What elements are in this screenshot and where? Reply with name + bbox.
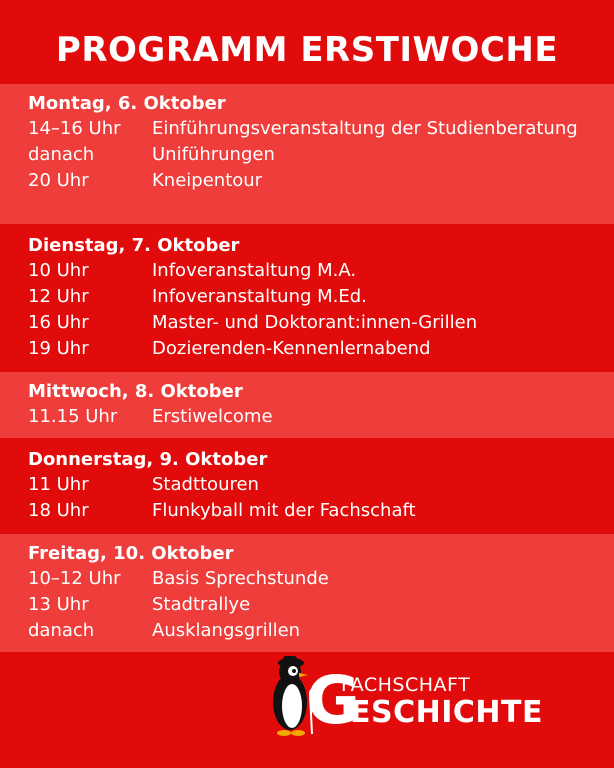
event-row bbox=[28, 258, 614, 284]
event-row bbox=[28, 116, 614, 142]
fachschaft-logo bbox=[266, 654, 596, 744]
event-title: Erstiwelcome bbox=[152, 406, 273, 427]
event-title: Master- und Doktorant:innen-Grillen bbox=[152, 312, 478, 333]
event-time: 20 Uhr bbox=[28, 170, 89, 191]
event-row bbox=[28, 336, 614, 362]
event-time: 11.15 Uhr bbox=[28, 406, 118, 427]
event-title: Flunkyball mit der Fachschaft bbox=[152, 500, 416, 521]
event-title: Ausklangsgrillen bbox=[152, 620, 301, 641]
event-row bbox=[28, 168, 614, 194]
day-heading: Dienstag, 7. Oktober bbox=[28, 235, 240, 256]
event-row bbox=[28, 472, 614, 498]
event-time: 11 Uhr bbox=[28, 474, 89, 495]
page-title: PROGRAMM ERSTIWOCHE bbox=[55, 30, 559, 70]
event-time: danach bbox=[28, 144, 95, 165]
event-title: Stadtrallye bbox=[152, 594, 251, 615]
event-row bbox=[28, 284, 614, 310]
day-section-wednesday bbox=[0, 372, 614, 438]
event-title: Dozierenden-Kennenlernabend bbox=[152, 338, 431, 359]
event-time: 12 Uhr bbox=[28, 286, 89, 307]
logo-text-bottom: ESCHICHTE bbox=[350, 695, 543, 730]
logo-text-top: FACHSCHAFT bbox=[341, 674, 471, 696]
event-row bbox=[28, 592, 614, 618]
event-title: Infoveranstaltung M.A. bbox=[152, 260, 357, 281]
day-section-thursday bbox=[0, 440, 614, 532]
event-time: 18 Uhr bbox=[28, 500, 89, 521]
event-time: 19 Uhr bbox=[28, 338, 89, 359]
event-title: Infoveranstaltung M.Ed. bbox=[152, 286, 367, 307]
event-row bbox=[28, 142, 614, 168]
event-title: Stadttouren bbox=[152, 474, 259, 495]
day-heading: Donnerstag, 9. Oktober bbox=[28, 449, 268, 470]
event-time: 10 Uhr bbox=[28, 260, 89, 281]
day-section-friday bbox=[0, 534, 614, 652]
event-title: Kneipentour bbox=[152, 170, 263, 191]
day-heading: Montag, 6. Oktober bbox=[28, 93, 226, 114]
day-section-tuesday bbox=[0, 226, 614, 370]
event-row bbox=[28, 566, 614, 592]
day-heading: Freitag, 10. Oktober bbox=[28, 543, 234, 564]
day-heading: Mittwoch, 8. Oktober bbox=[28, 381, 243, 402]
event-title: Basis Sprechstunde bbox=[152, 568, 329, 589]
event-row bbox=[28, 618, 614, 644]
event-time: 10–12 Uhr bbox=[28, 568, 121, 589]
day-section-monday bbox=[0, 84, 614, 224]
event-title: Uniführungen bbox=[152, 144, 275, 165]
event-time: danach bbox=[28, 620, 95, 641]
logo-initial: G bbox=[306, 662, 361, 739]
event-time: 13 Uhr bbox=[28, 594, 89, 615]
event-row bbox=[28, 310, 614, 336]
event-row bbox=[28, 498, 614, 524]
event-title: Einführungsveranstaltung der Studienberatung bbox=[152, 118, 578, 139]
event-time: 14–16 Uhr bbox=[28, 118, 121, 139]
event-row bbox=[28, 404, 614, 430]
event-time: 16 Uhr bbox=[28, 312, 89, 333]
